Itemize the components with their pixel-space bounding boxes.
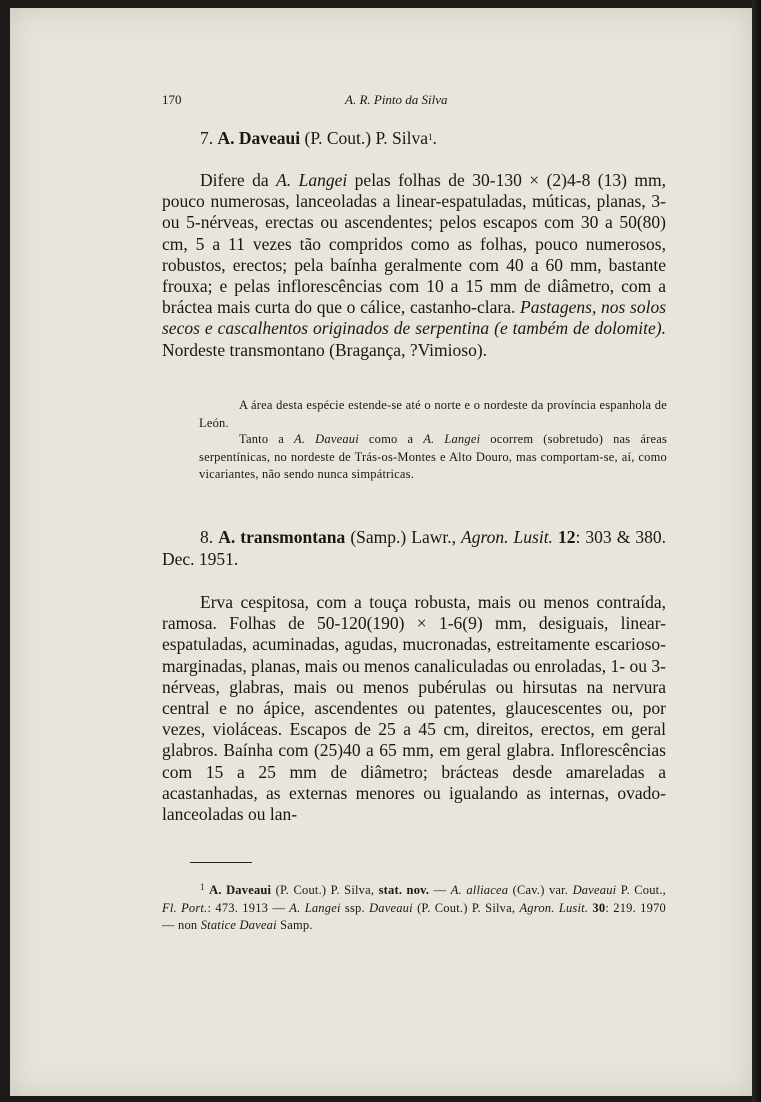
page-header [162, 92, 662, 112]
section-8-volume: 12 [558, 527, 576, 547]
desc-text-2: pelas folhas de 30-130 × (2)4-8 (13) mm, pouco numerosas, lanceoladas a linear-espatuladas, múticas, planas, 3- ou 5-nérveas, erectas ou ascendentes; pelos escapos com 30 a 50(80) cm, 5 a 11 vezes tão compridos como as folhas, pouco numerosos, robustos, erectos; pela baínha geralmente com 40 a 60 mm, bastante frouxa; e pelas inflorescências com 10 a 15 mm de diâmetro, com a bráctea mais curta do que o cálice, castanho-clara. [162, 170, 666, 318]
section-8-description: Erva cespitosa, com a touça robusta, mais ou menos contraída, ramosa. Folhas de 50-120(190) × 1-6(9) mm, desiguais, linear-espatuladas, acuminadas, agudas, mucronadas, estreitamente escarioso-marginadas, planas, mais ou menos canaliculadas ou enroladas, 1- ou 3-nérveas, glabras, mais ou menos pubérulas ou hirsutas na nervura central e no ápice, ascendentes ou patentes, glaucescentes ou, por vezes, violáceas. Escapos de 25 a 45 cm, direitos, erectos, em geral glabros. Baínha com (25)40 a 65 mm, em geral glabra. Inflorescências com 15 a 25 mm de diâmetro; brácteas desde amareladas a acastanhadas, as externas menores ou igualando as internas, ovado-lanceoladas ou lan- [162, 592, 666, 825]
note-species-a: A. Daveaui [294, 432, 359, 446]
section-7-number: 7. [200, 128, 214, 148]
fn-text-14: (P. Cout.) P. Silva, [412, 900, 520, 915]
fn-langei: A. Langei [289, 900, 341, 915]
fn-species: A. Daveaui [209, 883, 272, 897]
fn-text-18: : 219. 1970 — non [162, 900, 666, 932]
note-species-b: A. Langei [423, 432, 481, 446]
section-8-citation: : 303 & 380. Dec. 1951. [162, 527, 666, 569]
section-8-species-name: A. transmontana [218, 527, 346, 547]
fn-stat-nov: stat. nov. [378, 883, 430, 897]
note-paragraph-2 [199, 431, 667, 484]
fn-text-20: Samp. [276, 918, 313, 932]
section-8-number: 8. [200, 527, 214, 547]
fn-text-10: : 473. 1913 — [207, 900, 290, 915]
fn-text-12: ssp. [340, 900, 370, 915]
desc-species-ref: A. Langei [276, 170, 348, 190]
section-7-authority: (P. Cout.) P. Silva [304, 128, 429, 148]
footnote-divider [190, 862, 252, 863]
desc-text-1: Difere da [200, 170, 277, 190]
note-paragraph-1: A área desta espécie estende-se até o norte e o nordeste da província espanhola de León. [199, 398, 667, 430]
fn-alliacea: A. alliacea [450, 883, 509, 897]
fn-text-8: P. Cout., [616, 883, 666, 897]
fn-statice: Statice Daveai [200, 918, 277, 932]
fn-journal: Agron. Lusit. [519, 900, 589, 915]
page-number: 170 [162, 92, 182, 107]
fn-fl-port: Fl. Port. [162, 900, 208, 915]
desc-distribution: Nordeste transmontano (Bragança, ?Vimioso). [162, 339, 488, 360]
fn-text-2: (P. Cout.) P. Silva, [271, 883, 379, 897]
section-8-heading [162, 527, 666, 570]
footnote-mark: 1 [200, 882, 205, 892]
running-title: A. R. Pinto da Silva [345, 92, 448, 107]
desc-habitat: Pastagens, nos solos secos e cascalhentos originados de serpentina (e também de dolomite). [162, 297, 667, 339]
footnote [162, 879, 666, 935]
fn-daveaui-2: Daveaui [369, 900, 413, 915]
note-text-a: Tanto a [239, 432, 294, 446]
section-8-journal: Agron. Lusit. [461, 527, 553, 547]
note-text-c: ocorrem (sobretudo) nas áreas serpentínicas, no nordeste de Trás-os-Montes e Alto Douro, mas comportam-se, aí, como vicariantes, não sendo nunca simpátricas. [199, 432, 668, 482]
footnote-reference: 1 [428, 132, 433, 142]
fn-text-6: (Cav.) var. [508, 883, 573, 897]
section-7-heading: 7. A. Daveaui (P. Cout.) P. Silva$^1$. [200, 128, 437, 148]
fn-text-4: — [429, 883, 451, 897]
fn-daveaui-1: Daveaui [572, 883, 617, 897]
section-7-description [162, 170, 666, 361]
section-8-authority: (Samp.) Lawr., [345, 527, 462, 547]
fn-volume: 30 [592, 900, 606, 915]
page-edge-shadow [752, 0, 761, 1102]
note-text-b: como a [358, 432, 424, 446]
section-7-species-name: A. Daveaui [217, 128, 301, 148]
